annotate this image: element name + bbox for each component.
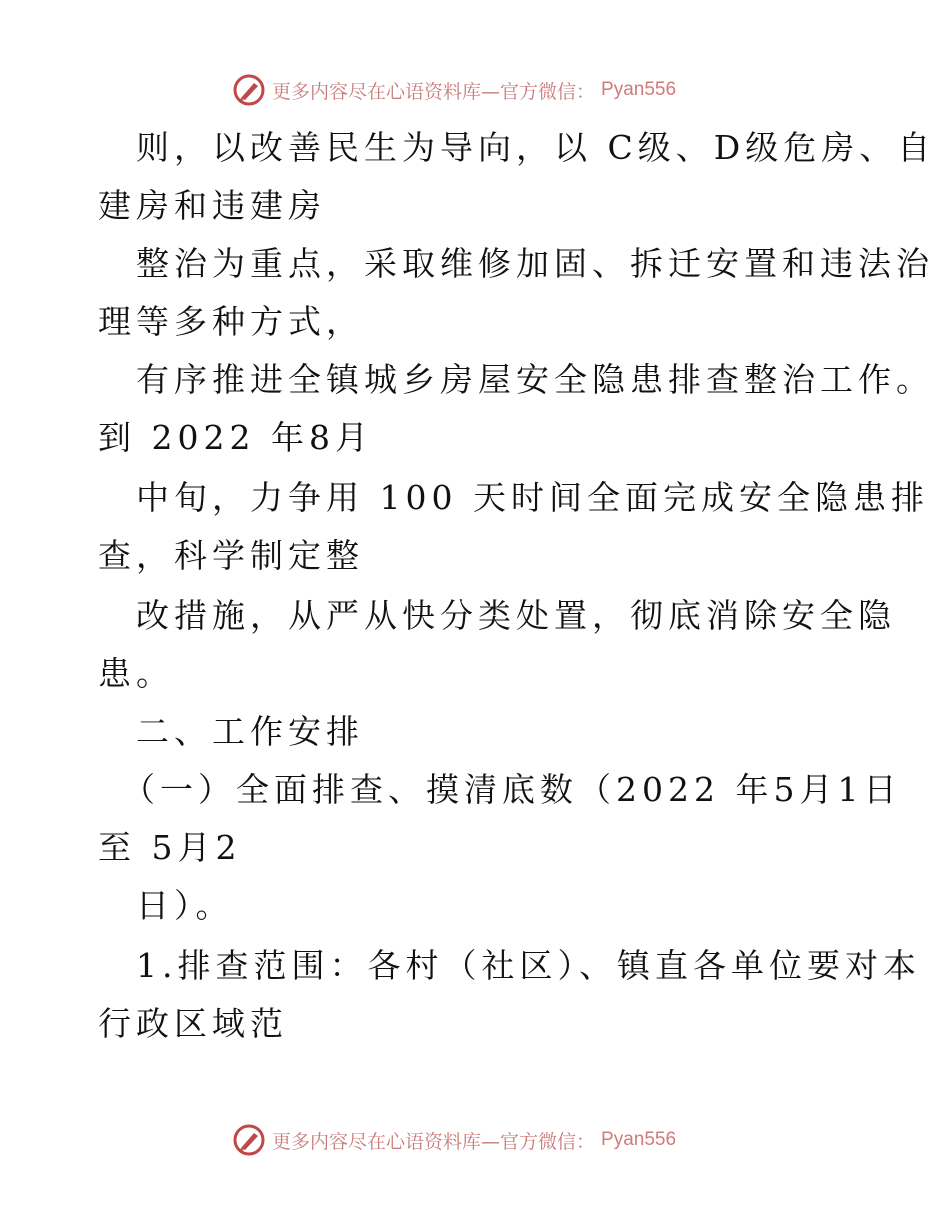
text-line: 理等多种方式， [98, 302, 364, 341]
text-line: 中旬，力争用 100 天时间全面完成安全隐患排 [136, 478, 929, 517]
watermark-id: Pyan556 [601, 1129, 677, 1150]
pen-logo-icon [232, 1123, 266, 1157]
text-line: 行政区域范 [98, 1004, 288, 1043]
watermark-text: 更多内容尽在心语资料库—官方微信： [272, 1130, 596, 1153]
text-line: 查，科学制定整 [98, 536, 364, 575]
text-line: 改措施，从严从快分类处置，彻底消除安全隐 [136, 596, 896, 635]
watermark-id: Pyan556 [601, 79, 677, 100]
text-line: 整治为重点，采取维修加固、拆迁安置和违法治 [136, 244, 934, 283]
text-line: 建房和违建房 [98, 186, 326, 225]
watermark-footer [232, 1122, 676, 1158]
watermark-text: 更多内容尽在心语资料库—官方微信： [272, 80, 596, 103]
text-line: 患。 [98, 654, 174, 693]
text-line: 有序推进全镇城乡房屋安全隐患排查整治工作。 [136, 360, 934, 399]
section-heading: 二、工作安排 [136, 712, 364, 751]
text-line: 1.排查范围：各村（社区）、镇直各单位要对本 [136, 946, 921, 985]
pen-logo-icon [232, 73, 266, 107]
text-line: 则，以改善民生为导向，以 C级、D级危房、自 [136, 128, 936, 167]
watermark-header [232, 72, 676, 108]
text-line: 至 5月2 [98, 828, 242, 867]
subsection-heading: （一）全面排查、摸清底数（2022 年5月1日 [122, 770, 902, 809]
text-line: 日）。 [136, 886, 234, 925]
text-line: 到 2022 年8月 [98, 418, 373, 457]
